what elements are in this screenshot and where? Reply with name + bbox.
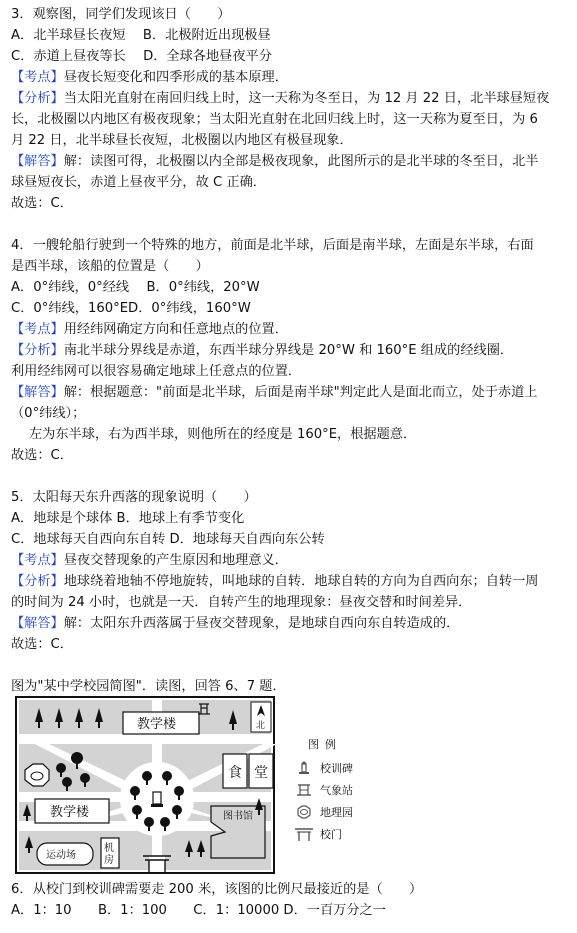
q4-kaodian-text: 用经纬网确定方向和任意地点的位置． — [63, 322, 288, 337]
q3-jieda-2: 球昼短夜长，赤道上昼夜平分，故 C 正确． — [11, 175, 266, 190]
kaodian-tag: 【考点】 — [11, 70, 64, 85]
label-north: 北 — [256, 721, 266, 731]
q4-fenxi-1 — [11, 340, 571, 361]
label-teaching-building-left: 教学楼 — [50, 805, 90, 820]
q3-fenxi-3: 月 22 日，北半球昼长夜短，北极圈以内地区有极昼现象． — [11, 133, 353, 148]
q5-fenxi-text-1: 地球绕着地轴不停地旋转，叫地球的自转．地球自转的方向为自西向东；自转一周 — [63, 574, 539, 589]
q4-jieda-text-1: 解：根据题意："前面是北半球，后面是南半球"判定此人是面北而立，处于赤道上 — [63, 385, 538, 400]
q5-stem: 5．太阳每天东升西落的现象说明（ ） — [11, 490, 257, 505]
q3-jieda-text-1: 解：读图可得，北极圈以内全部是极夜现象，此图所示的是北半球的冬至日，北半 — [63, 154, 539, 169]
q4-answer: 故选：C． — [11, 448, 73, 463]
legend-item-garden — [294, 801, 414, 823]
label-library: 图书馆 — [223, 811, 253, 822]
kaodian-tag: 【考点】 — [11, 553, 64, 568]
q4-options-ab: A．0°纬线，0°经线 B．0°纬线，20°W — [11, 280, 260, 295]
q4-kaodian — [11, 319, 571, 340]
jieda-tag: 【解答】 — [11, 154, 64, 169]
school-gate-icon — [294, 826, 314, 842]
map-legend — [294, 736, 414, 845]
q4-stem-1: 4．一艘轮船行驶到一个特殊的地方，前面是北半球，后面是南半球，左面是东半球，右面 — [11, 238, 534, 253]
q3-kaodian — [11, 67, 571, 88]
q5-jieda-1 — [11, 613, 571, 634]
q4-fenxi-2: 利用经纬网可以很容易确定地球上任意点的位置． — [11, 364, 302, 379]
monument-symbol — [151, 792, 163, 807]
q5-answer: 故选：C． — [11, 637, 73, 652]
q3-jieda-1 — [11, 151, 571, 172]
label-sports-ground: 运动场 — [46, 850, 76, 861]
q4-jieda-2: （0°纬线）； — [11, 406, 86, 421]
q4-stem-2: 是西半球，该船的位置是（ ） — [11, 259, 209, 274]
q5-options-cd: C．地球每天自西向东自转 D．地球每天自西向东公转 — [11, 532, 325, 547]
q5-jieda-text-1: 解：太阳东升西落属于昼夜交替现象，是地球自西向东自转造成的． — [63, 616, 460, 631]
campus-map-figure — [11, 693, 571, 883]
legend-item-weather — [294, 779, 414, 801]
label-computer-room-2: 房 — [104, 855, 114, 866]
jieda-tag: 【解答】 — [11, 616, 64, 631]
campus-map — [15, 696, 275, 874]
q4-jieda-1 — [11, 382, 571, 403]
legend-item-gate — [294, 823, 414, 845]
q5-fenxi-1 — [11, 571, 571, 592]
q3-fenxi-1 — [11, 88, 571, 109]
q5-options-ab: A．地球是个球体 B．地球上有季节变化 — [11, 511, 245, 526]
monument-icon — [294, 760, 314, 776]
geography-garden-icon — [294, 804, 314, 820]
q3-options-ab: A．北半球昼长夜短 B．北极附近出现极昼 — [11, 28, 271, 43]
fenxi-tag: 【分析】 — [11, 574, 64, 589]
jieda-tag: 【解答】 — [11, 385, 64, 400]
legend-item-monument — [294, 757, 414, 779]
q3-options-cd: C．赤道上昼夜等长 D．全球各地昼夜平分 — [11, 49, 272, 64]
legend-label-weather: 气象站 — [320, 783, 353, 797]
q4-options-cd: C．0°纬线，160°ED．0°纬线，160°W — [11, 301, 251, 316]
q6-stem: 6．从校门到校训碑需要走 200 米，该图的比例尺最接近的是（ ） — [11, 882, 423, 897]
fenxi-tag: 【分析】 — [11, 91, 64, 106]
legend-title: 图例 — [308, 738, 342, 751]
legend-label-monument: 校训碑 — [320, 761, 353, 775]
question-6 — [11, 879, 571, 921]
q3-fenxi-2: 长，北极圈以内地区有极夜现象；当太阳光直射在北回归线上时，这一天称为夏至日，为 6 — [11, 112, 538, 127]
question-content — [11, 4, 571, 697]
q3-kaodian-text: 昼夜长短变化和四季形成的基本原理． — [63, 70, 288, 85]
q4-jieda-3: 左为东半球，右为西半球，则他所在的经度是 160°E，根据题意． — [29, 427, 417, 442]
legend-label-gate: 校门 — [320, 827, 342, 841]
legend-label-garden: 地理园 — [320, 805, 353, 819]
q3-fenxi-text-1: 当太阳光直射在南回归线上时，这一天称为冬至日，为 12 月 22 日，北半球昼短夜 — [63, 91, 550, 106]
q5-kaodian — [11, 550, 571, 571]
q5-fenxi-2: 的时间为 24 小时，也就是一天．自转产生的地理现象：昼夜交替和时间差异． — [11, 595, 472, 610]
geography-garden-symbol — [25, 764, 49, 786]
weather-station-icon — [294, 782, 314, 798]
q5-kaodian-text: 昼夜交替现象的产生原因和地理意义． — [63, 553, 288, 568]
q3-answer: 故选：C． — [11, 196, 73, 211]
fenxi-tag: 【分析】 — [11, 343, 64, 358]
q6-options: A．1：10 B．1：100 C．1：10000 D．一百万分之一 — [11, 903, 386, 918]
q4-fenxi-text-1: 南北半球分界线是赤道，东西半球分界线是 20°W 和 160°E 组成的经线圈． — [63, 343, 514, 358]
label-canteen-1: 食 — [228, 765, 242, 781]
label-teaching-building-top: 教学楼 — [137, 717, 177, 732]
label-canteen-2: 堂 — [254, 765, 268, 781]
kaodian-tag: 【考点】 — [11, 322, 64, 337]
q3-stem: 3．观察图，同学们发现该日（ ） — [11, 7, 231, 22]
label-computer-room-1: 机 — [104, 843, 114, 854]
figure-intro: 图为"某中学校园简图"．读图，回答 6、7 题． — [11, 679, 286, 694]
